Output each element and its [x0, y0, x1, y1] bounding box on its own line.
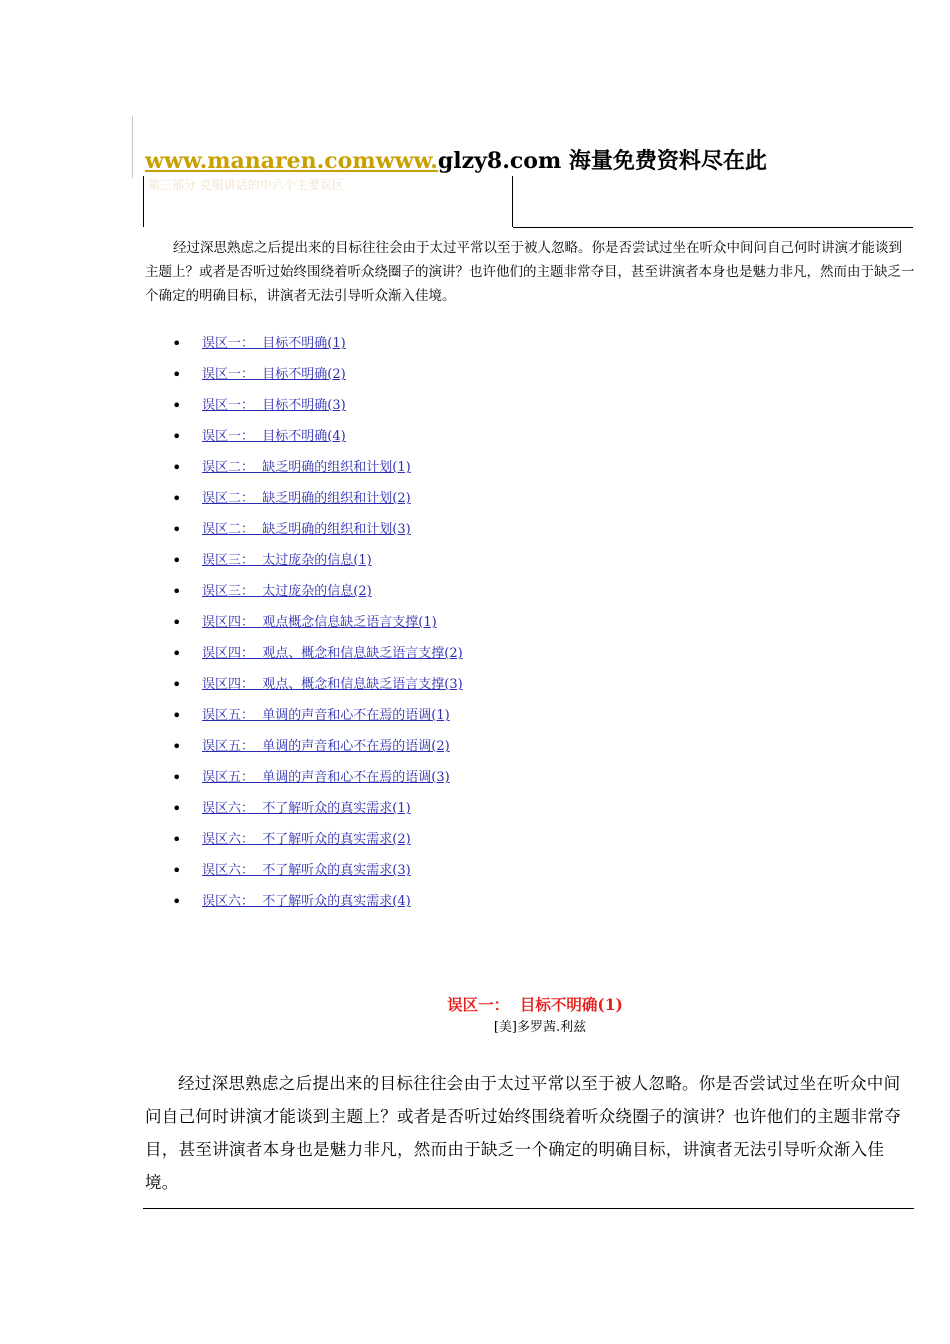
toc-link[interactable]: 误区一： 目标不明确(3) — [202, 398, 346, 413]
bullet-icon: • — [172, 861, 182, 880]
part-subtitle: 第三部分 克服讲话的中六个主要误区 — [148, 178, 344, 192]
toc-link[interactable]: 误区二： 缺乏明确的组织和计划(2) — [202, 491, 411, 506]
bullet-icon: • — [172, 427, 182, 446]
bullet-icon: • — [172, 799, 182, 818]
site-url-link[interactable]: www.manaren.comwww. — [145, 148, 438, 174]
bullet-icon: • — [172, 365, 182, 384]
toc-link[interactable]: 误区六： 不了解听众的真实需求(3) — [202, 863, 411, 878]
author-line: [美]多罗茜.利兹 — [493, 1020, 587, 1035]
toc-link[interactable]: 误区四： 观点、概念和信息缺乏语言支撑(2) — [202, 646, 463, 661]
bullet-icon: • — [172, 520, 182, 539]
bullet-icon: • — [172, 582, 182, 601]
margin-rule — [132, 116, 133, 178]
toc-link[interactable]: 误区五： 单调的声音和心不在焉的语调(2) — [202, 739, 450, 754]
toc-link[interactable]: 误区三： 太过庞杂的信息(2) — [202, 584, 372, 599]
toc-link[interactable]: 误区一： 目标不明确(1) — [202, 336, 346, 351]
body-paragraph: 经过深思熟虑之后提出来的目标往往会由于太过平常以至于被人忽略。你是否尝试过坐在听众中间问自己何时讲演才能谈到主题上？或者是否听过始终围绕着听众绕圈子的演讲？也许他们的主题非常夺目，甚至讲演者本身也是魅力非凡，然而由于缺乏一个确定的明确目标，讲演者无法引导听众渐入佳境。 — [145, 1074, 901, 1192]
toc-link[interactable]: 误区二： 缺乏明确的组织和计划(3) — [202, 522, 411, 537]
bullet-icon: • — [172, 613, 182, 632]
toc-link[interactable]: 误区五： 单调的声音和心不在焉的语调(1) — [202, 708, 450, 723]
toc-link[interactable]: 误区六： 不了解听众的真实需求(4) — [202, 894, 411, 909]
toc-link[interactable]: 误区四： 观点概念信息缺乏语言支撑(1) — [202, 615, 437, 630]
bullet-icon: • — [172, 644, 182, 663]
toc-link[interactable]: 误区六： 不了解听众的真实需求(2) — [202, 832, 411, 847]
section-title: 误区一： 目标不明确(1) — [447, 995, 623, 1014]
bullet-icon: • — [172, 489, 182, 508]
bullet-icon: • — [172, 551, 182, 570]
bullet-icon: • — [172, 892, 182, 911]
toc-link[interactable]: 误区四： 观点、概念和信息缺乏语言支撑(3) — [202, 677, 463, 692]
site-slogan: glzy8.com 海量免费资料尽在此 — [437, 148, 767, 174]
header-underline — [513, 227, 913, 228]
toc-link[interactable]: 误区五： 单调的声音和心不在焉的语调(3) — [202, 770, 450, 785]
bullet-icon: • — [172, 768, 182, 787]
bullet-icon: • — [172, 458, 182, 477]
intro-paragraph: 经过深思熟虑之后提出来的目标往往会由于太过平常以至于被人忽略。你是否尝试过坐在听众中间问自己何时讲演才能谈到主题上？或者是否听过始终围绕着听众绕圈子的演讲？也许他们的主题非常夺目，甚至讲演者本身也是魅力非凡，然而由于缺乏一个确定的明确目标，讲演者无法引导听众渐入佳境。 — [145, 240, 915, 304]
bullet-icon: • — [172, 706, 182, 725]
footer-rule — [143, 1208, 914, 1209]
header-box — [143, 176, 513, 227]
bullet-icon: • — [172, 737, 182, 756]
toc-link[interactable]: 误区六： 不了解听众的真实需求(1) — [202, 801, 411, 816]
toc-link[interactable]: 误区三： 太过庞杂的信息(1) — [202, 553, 372, 568]
toc-link[interactable]: 误区一： 目标不明确(2) — [202, 367, 346, 382]
bullet-icon: • — [172, 830, 182, 849]
bullet-icon: • — [172, 675, 182, 694]
toc-link[interactable]: 误区二： 缺乏明确的组织和计划(1) — [202, 460, 411, 475]
toc-link[interactable]: 误区一： 目标不明确(4) — [202, 429, 346, 444]
bullet-icon: • — [172, 334, 182, 353]
bullet-icon: • — [172, 396, 182, 415]
site-header — [145, 146, 767, 176]
